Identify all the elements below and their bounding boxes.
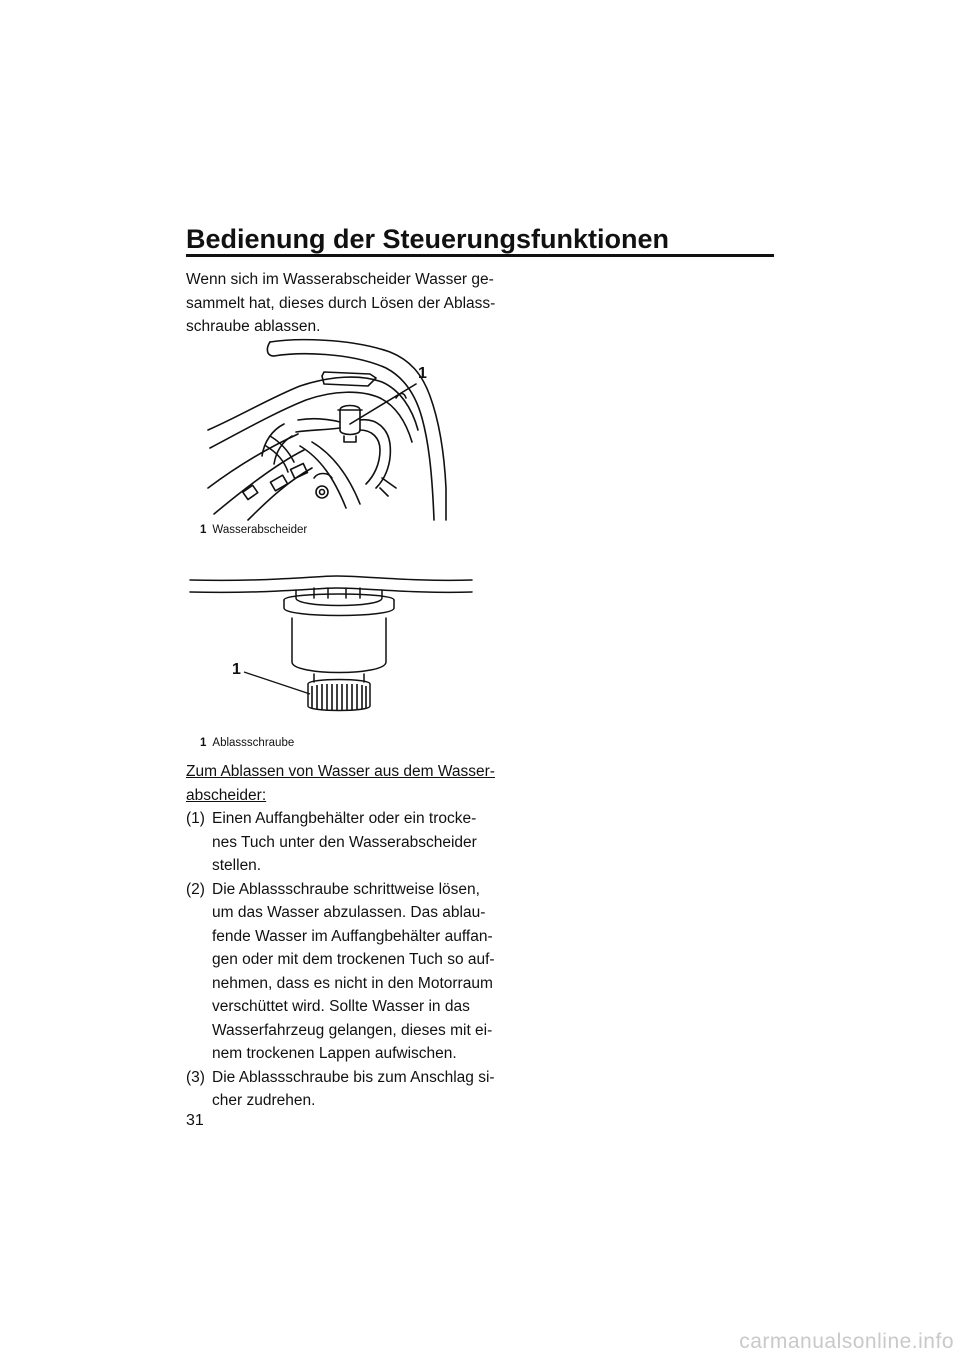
procedure-title — [186, 760, 495, 807]
intro-line: schraube ablassen. — [186, 318, 321, 335]
step-line: um das Wasser abzulassen. Das ablau- — [212, 904, 486, 921]
intro-paragraph — [186, 268, 496, 339]
step-line: nes Tuch unter den Wasserabscheider — [212, 833, 477, 851]
figure1-caption — [200, 524, 307, 536]
step-line: nem trockenen Lappen aufwischen. — [212, 1045, 457, 1062]
step-line: cher zudrehen. — [212, 1092, 316, 1109]
step-number: (1) — [186, 810, 205, 827]
page-number: 31 — [186, 1112, 204, 1129]
figure2-caption-text: Ablassschraube — [212, 737, 295, 749]
step-line: verschüttet wird. Sollte Wasser in das — [212, 998, 470, 1015]
page-title: Bedienung der Steuerungsfunktionen — [186, 224, 670, 254]
figure2-caption — [200, 737, 294, 749]
step-line: Wasserfahrzeug gelangen, dieses mit ei- — [212, 1021, 493, 1039]
procedure-step-1 — [186, 807, 486, 878]
watermark: carmanualsonline.info — [739, 1330, 954, 1353]
water-separator-location-illustration — [200, 338, 470, 524]
procedure-step-3 — [186, 1066, 495, 1113]
step-line: nehmen, dass es nicht in den Motorraum — [212, 974, 493, 992]
step-line: Einen Auffangbehälter oder ein trocke- — [212, 810, 477, 827]
figure1-callout-number: 1 — [418, 365, 427, 382]
procedure-title-line: abscheider: — [186, 786, 267, 804]
figure1-caption-number: 1 — [200, 524, 207, 536]
step-line: fende Wasser im Auffangbehälter auffan- — [212, 927, 493, 945]
step-line: Die Ablassschraube bis zum Anschlag si- — [212, 1068, 495, 1086]
step-number: (2) — [186, 880, 205, 898]
figure1-caption-text: Wasserabscheider — [212, 524, 308, 536]
step-line: gen oder mit dem trockenen Tuch so auf- — [212, 951, 495, 968]
procedure-title-line: Zum Ablassen von Wasser aus dem Wasser- — [186, 763, 495, 780]
step-line: Die Ablassschraube schrittweise lösen, — [212, 880, 480, 898]
procedure-steps — [186, 807, 495, 1113]
intro-line: sammelt hat, dieses durch Lösen der Ablass- — [186, 294, 496, 312]
title-rule — [186, 254, 774, 257]
step-line: stellen. — [212, 857, 262, 874]
figure2-callout-number: 1 — [232, 661, 241, 678]
procedure-step-2 — [186, 878, 495, 1066]
figure2-caption-number: 1 — [200, 737, 207, 749]
step-number: (3) — [186, 1068, 205, 1086]
intro-line: Wenn sich im Wasserabscheider Wasser ge- — [186, 271, 494, 288]
drain-screw-illustration — [186, 574, 476, 720]
